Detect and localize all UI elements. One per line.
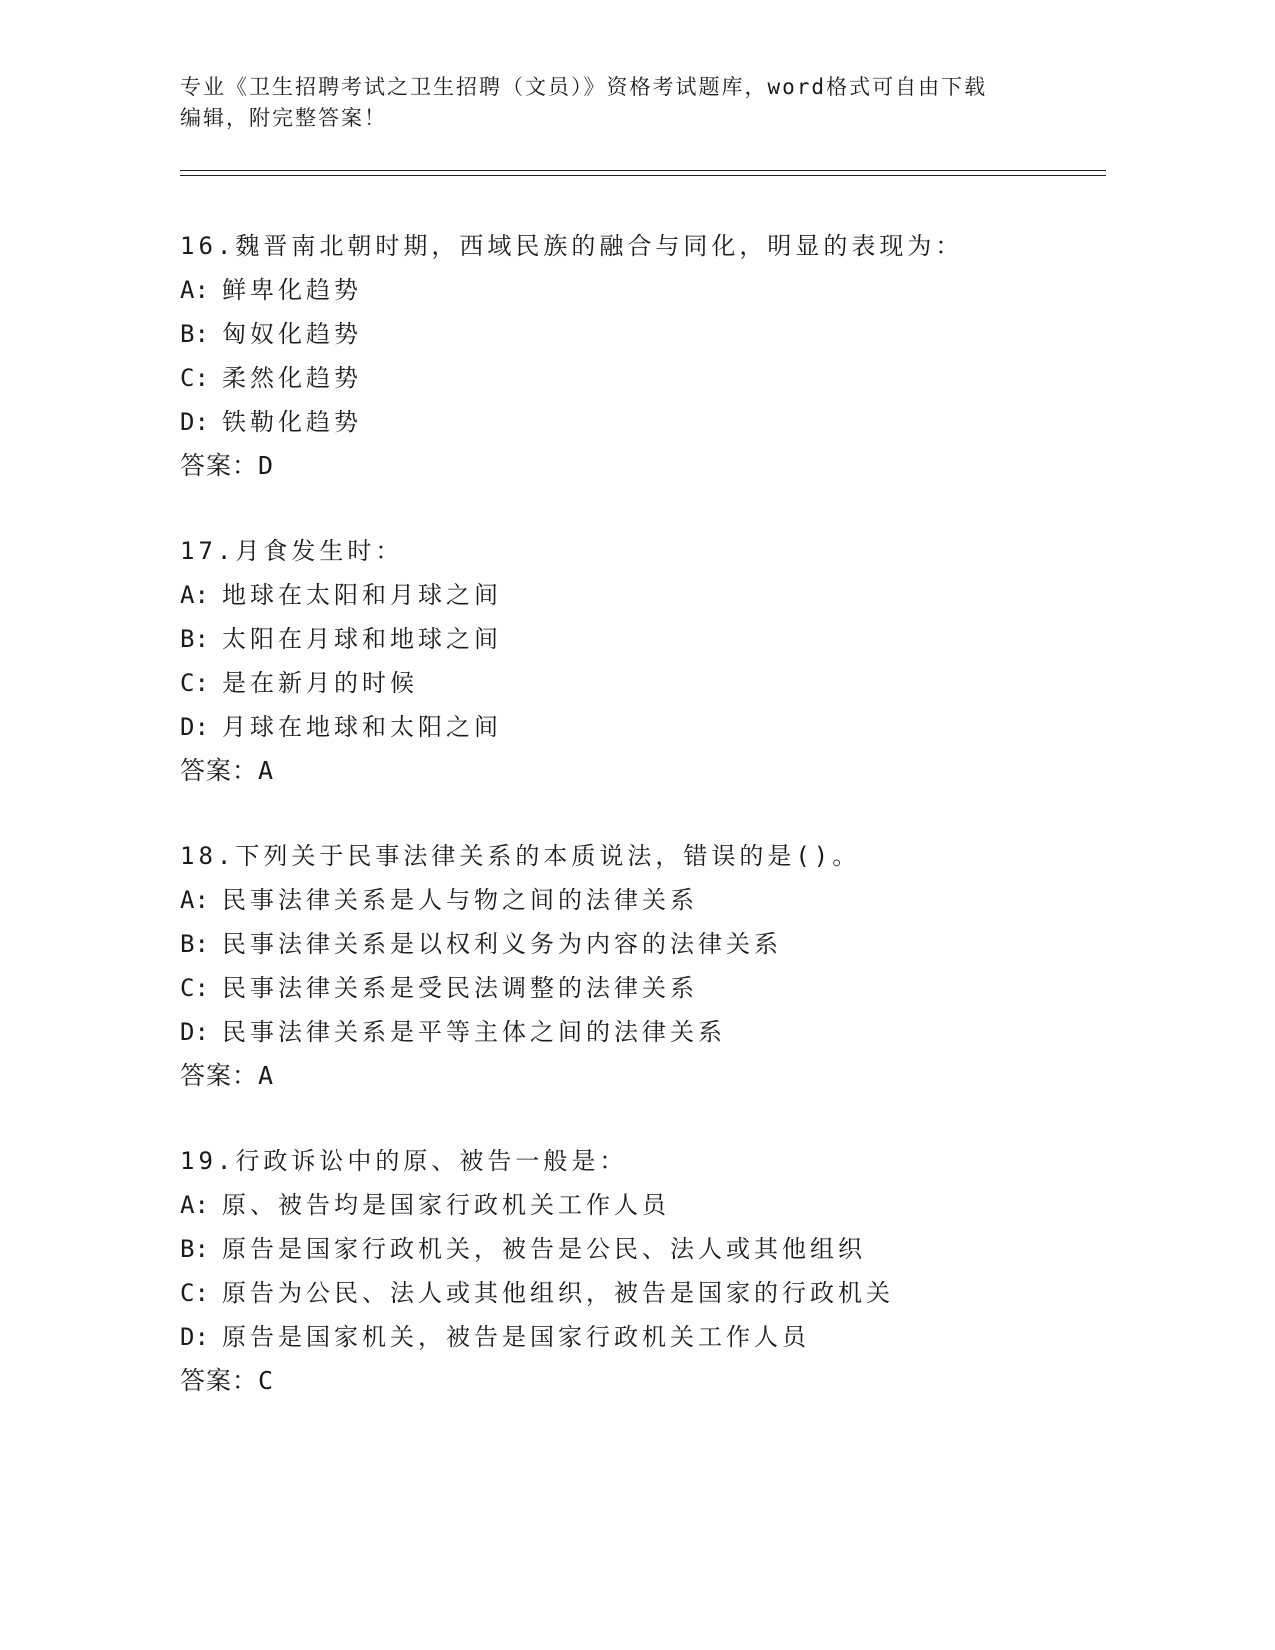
option-b (180, 312, 1180, 356)
option-text: 原、被告均是国家行政机关工作人员 (222, 1191, 670, 1219)
question-block-18 (180, 834, 1180, 1098)
option-text: 匈奴化趋势 (222, 320, 362, 348)
option-text: 原告是国家行政机关，被告是公民、法人或其他组织 (222, 1235, 866, 1263)
option-label: D: (180, 1018, 209, 1046)
option-text: 太阳在月球和地球之间 (222, 625, 502, 653)
option-d (180, 1315, 1180, 1359)
option-text: 鲜卑化趋势 (222, 276, 362, 304)
option-d (180, 1010, 1180, 1054)
question-stem: 17.月食发生时： (180, 537, 404, 565)
option-label: C: (180, 364, 209, 392)
option-label: C: (180, 669, 209, 697)
answer-value: D (258, 451, 274, 480)
option-a (180, 1183, 1180, 1227)
answer-label: 答案： (180, 1366, 259, 1395)
option-d (180, 705, 1180, 749)
option-c (180, 1271, 1180, 1315)
option-b (180, 617, 1180, 661)
option-text: 原告是国家机关，被告是国家行政机关工作人员 (222, 1323, 810, 1351)
answer-line (180, 1359, 1180, 1403)
option-label: A: (180, 886, 209, 914)
answer-value: A (258, 1061, 274, 1090)
option-a (180, 573, 1180, 617)
answer-value: C (258, 1366, 274, 1395)
question-block-17 (180, 529, 1180, 793)
option-label: A: (180, 581, 209, 609)
option-label: D: (180, 408, 209, 436)
answer-label: 答案： (180, 1061, 259, 1090)
answer-label: 答案： (180, 756, 259, 785)
option-label: B: (180, 1235, 209, 1263)
question-block-16 (180, 224, 1180, 488)
answer-line (180, 1054, 1180, 1098)
document-header (180, 72, 1060, 134)
option-text: 柔然化趋势 (222, 364, 362, 392)
option-label: D: (180, 1323, 209, 1351)
option-label: B: (180, 625, 209, 653)
option-text: 是在新月的时候 (222, 669, 418, 697)
option-c (180, 661, 1180, 705)
option-a (180, 878, 1180, 922)
option-label: A: (180, 276, 209, 304)
header-title-line-1: 专业《卫生招聘考试之卫生招聘（文员）》资格考试题库，word格式可自由下载 (180, 75, 988, 99)
option-label: C: (180, 974, 209, 1002)
option-text: 月球在地球和太阳之间 (222, 713, 502, 741)
answer-line (180, 749, 1180, 793)
question-stem: 19.行政诉讼中的原、被告一般是： (180, 1147, 628, 1175)
option-a (180, 268, 1180, 312)
option-b (180, 1227, 1180, 1271)
option-b (180, 922, 1180, 966)
option-text: 民事法律关系是人与物之间的法律关系 (222, 886, 698, 914)
option-text: 铁勒化趋势 (222, 408, 362, 436)
option-d (180, 400, 1180, 444)
question-stem: 16.魏晋南北朝时期，西域民族的融合与同化，明显的表现为： (180, 232, 964, 260)
option-c (180, 966, 1180, 1010)
option-label: B: (180, 320, 209, 348)
option-label: B: (180, 930, 209, 958)
option-text: 民事法律关系是以权利义务为内容的法律关系 (222, 930, 782, 958)
option-label: C: (180, 1279, 209, 1307)
header-title-line-2: 编辑，附完整答案！ (180, 106, 387, 130)
option-text: 民事法律关系是平等主体之间的法律关系 (222, 1018, 726, 1046)
answer-label: 答案： (180, 451, 259, 480)
option-label: A: (180, 1191, 209, 1219)
option-text: 地球在太阳和月球之间 (222, 581, 502, 609)
header-divider-bottom (180, 175, 1106, 176)
option-label: D: (180, 713, 209, 741)
header-divider-top (180, 170, 1106, 171)
answer-value: A (258, 756, 274, 785)
option-c (180, 356, 1180, 400)
question-block-19 (180, 1139, 1180, 1403)
option-text: 原告为公民、法人或其他组织，被告是国家的行政机关 (222, 1279, 894, 1307)
option-text: 民事法律关系是受民法调整的法律关系 (222, 974, 698, 1002)
question-stem: 18.下列关于民事法律关系的本质说法，错误的是()。 (180, 842, 861, 870)
answer-line (180, 444, 1180, 488)
